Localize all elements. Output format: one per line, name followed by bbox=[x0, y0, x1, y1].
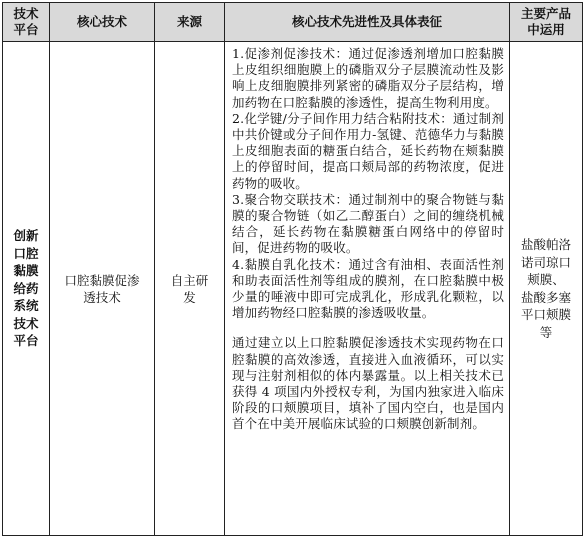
description-summary: 通过建立以上口腔黏膜促渗透技术实现药物在口腔黏膜的高效渗透，直接进入血液循环，可以实现与注射剂相似的体内暴露量。以上相关技术已获得 4 项国内外授权专利，为国内独家进入临床阶段的口颊膜项目，填补了国内空白，也是国内首个在中美开展临床试验的口颊膜创新制剂。 bbox=[232, 335, 504, 432]
header-core-tech: 核心技术 bbox=[50, 3, 155, 42]
description-paragraph: 4.黏膜自乳化技术：通过含有油相、表面活性剂和助表面活性剂等组成的膜剂，在口腔黏膜中极少量的唾液中即可完成乳化，形成乳化颗粒，以增加药物经口腔黏膜的渗透吸收量。 bbox=[232, 256, 504, 321]
core-tech-line: 口腔黏膜促渗 bbox=[64, 272, 140, 288]
platform-line: 平台 bbox=[13, 333, 39, 349]
products-line: 诺司琼口 bbox=[520, 254, 571, 270]
products-line: 盐酸帕洛 bbox=[520, 237, 571, 252]
source-cell bbox=[155, 42, 225, 536]
platform-line: 口腔 bbox=[13, 245, 39, 261]
products-line: 等 bbox=[539, 324, 553, 340]
header-platform bbox=[3, 3, 50, 42]
description-cell bbox=[225, 42, 510, 536]
source-line: 发 bbox=[183, 289, 196, 305]
header-platform-line: 平台 bbox=[13, 22, 39, 37]
platform-line: 黏膜 bbox=[13, 263, 39, 279]
table-row bbox=[3, 42, 583, 536]
description-paragraph: 1.促渗剂促渗技术：通过促渗透剂增加口腔黏膜上皮组织细胞膜上的磷脂双分子层膜流动性及影响上皮细胞膜排列紧密的磷脂双分子层结构，增加药物在口腔黏膜的渗透性，提高生物利用度。 bbox=[232, 46, 504, 110]
header-products-line: 主要产品 bbox=[520, 6, 571, 21]
description-paragraph: 2.化学键/分子间作用力结合粘附技术：通过制剂中共价键或分子间作用力-氢键、范德华力与黏膜上皮细胞表面的糖蛋白结合，延长药物在颊黏膜上的停留时间，提高口颊局部的药物浓度，促进药物的吸收。 bbox=[232, 110, 504, 191]
header-products bbox=[510, 3, 583, 42]
platform-cell bbox=[3, 42, 50, 536]
core-tech-line: 透技术 bbox=[83, 289, 121, 305]
core-technology-table bbox=[2, 2, 583, 536]
header-description: 核心技术先进性及具体表征 bbox=[225, 3, 510, 42]
paragraph-spacer bbox=[232, 321, 504, 335]
platform-line: 给药 bbox=[13, 280, 39, 296]
header-platform-line: 技术 bbox=[13, 6, 39, 21]
header-row bbox=[3, 3, 583, 42]
platform-line: 创新 bbox=[13, 228, 39, 244]
description-paragraph: 3.聚合物交联技术：通过制剂中的聚合物链与黏膜的聚合物链（如乙二醇蛋白）之间的缠绕机械结合，延长药物在黏膜糖蛋白网络中的停留时间，促进药物的吸收。 bbox=[232, 191, 504, 256]
platform-line: 技术 bbox=[13, 315, 39, 331]
products-cell bbox=[510, 42, 583, 536]
products-line: 颊膜、 bbox=[527, 272, 565, 287]
header-products-line: 中运用 bbox=[527, 22, 565, 37]
source-line: 自主研 bbox=[170, 272, 209, 288]
platform-line: 系统 bbox=[13, 298, 39, 314]
core-tech-cell bbox=[50, 42, 155, 536]
products-line: 平口颊膜 bbox=[520, 307, 571, 322]
products-line: 盐酸多塞 bbox=[520, 289, 571, 305]
header-source: 来源 bbox=[155, 3, 225, 42]
